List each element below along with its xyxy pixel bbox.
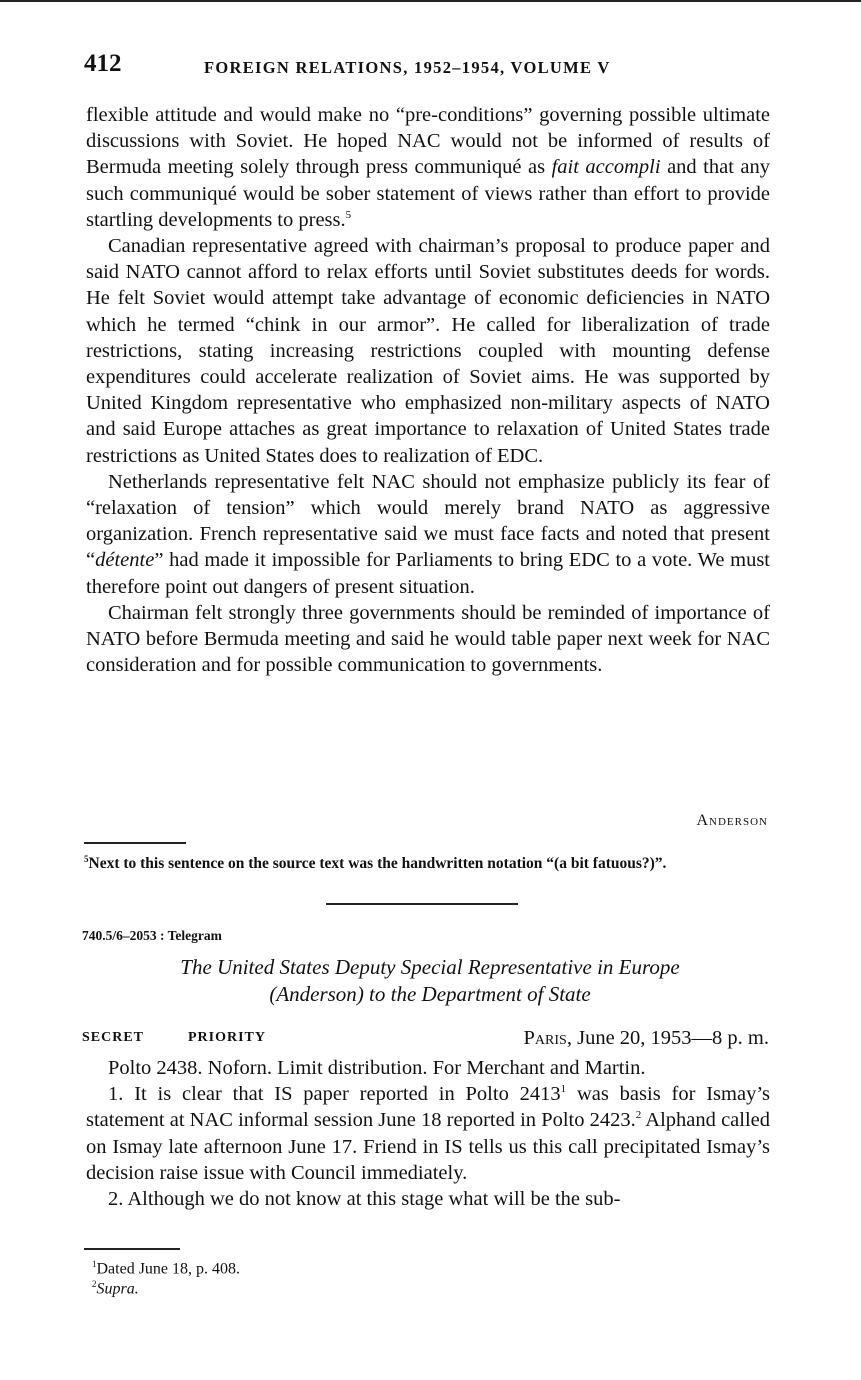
footnote-rule [84,842,186,844]
paragraph: Netherlands representative felt NAC should not emphasize publicly its fear of “relaxation of tension” which would merely brand NATO as aggressive organization. French representative said we must face facts and noted that present “détente” had made it impossible for Parliaments to bring EDC to a vote. We must therefore point out dangers of present situation. [86,470,770,598]
document-title-line2: (Anderson) to the Department of State [269,982,591,1006]
document-separator [326,903,518,905]
classification: SECRET [82,1030,145,1045]
paragraph: Canadian representative agreed with chairman’s proposal to produce paper and said NATO cannot afford to relax efforts until Soviet substitutes deeds for words. He felt Soviet would attempt take advantage of economic deficiencies in NATO which he termed “chink in our armor”. He called for liberalization of trade restrictions, stating increasing restrictions coupled with mounting defense expenditures could accelerate realization of Soviet aims. He was supported by United Kingdom representative who emphasized non-military aspects of NATO and said Europe attaches as great importance to relaxation of United States trade restrictions as United States does to realization of EDC. [86,235,770,467]
page-number: 412 [84,50,122,77]
priority: PRIORITY [188,1030,267,1045]
previous-document-body [86,102,770,678]
signature: Anderson [696,812,768,829]
footnote-rule [84,1248,180,1250]
italic-phrase: fait accompli [551,156,661,179]
footnote: $^1$Dated June 18, p. 408. [92,1259,241,1278]
footnote-ref: 1 [560,1083,567,1096]
document-title: The United States Deputy Special Representative in Europe [180,955,680,979]
paragraph: Polto 2438. Noforn. Limit distribution. For Merchant and Martin. [108,1057,646,1079]
paragraph: 1. It is clear that IS paper reported in Polto 2413$^1$ was basis for Ismay’s statement at NAC informal session June 18 reported in Polto 2423.$^2$ Alphand called on Ismay late afternoon June 17. Friend in IS tells us this call precipitated Ismay’s decision raise issue with Council immediately. [86,1083,771,1184]
paragraph-continued: flexible attitude and would make no “pre-conditions” governing possible ultimate discussions with Soviet. He hoped NAC would not be informed of results of Bermuda meeting solely through press communiqué as fait accompli and that any such communiqué would be sober statement of views rather than effort to provide startling developments to press.$^5$ [86,104,770,231]
telegram-body [86,1055,770,1212]
dateline: Paris, June 20, 1953—8 p. m. [523,1027,769,1049]
page-header [84,50,784,84]
paragraph: Chairman felt strongly three governments should be reminded of importance of NATO before Bermuda meeting and said he would table paper next week for NAC consideration and for possible communication to governments. [86,601,770,677]
footnote-ref: 5 [345,208,352,221]
italic-phrase: détente [95,549,155,572]
file-reference: 740.5/6–2053 : Telegram [82,928,222,943]
paragraph: 2. Although we do not know at this stage what will be the sub- [108,1188,621,1211]
footnote-ref: 2 [635,1109,642,1122]
running-title: FOREIGN RELATIONS, 1952–1954, VOLUME V [204,58,611,77]
footnote: $^5$Next to this sentence on the source text was the handwritten notation “(a bit fatuous?)”. [84,854,667,873]
footnote: $^2$Supra. [92,1279,139,1298]
top-border [0,0,861,2]
